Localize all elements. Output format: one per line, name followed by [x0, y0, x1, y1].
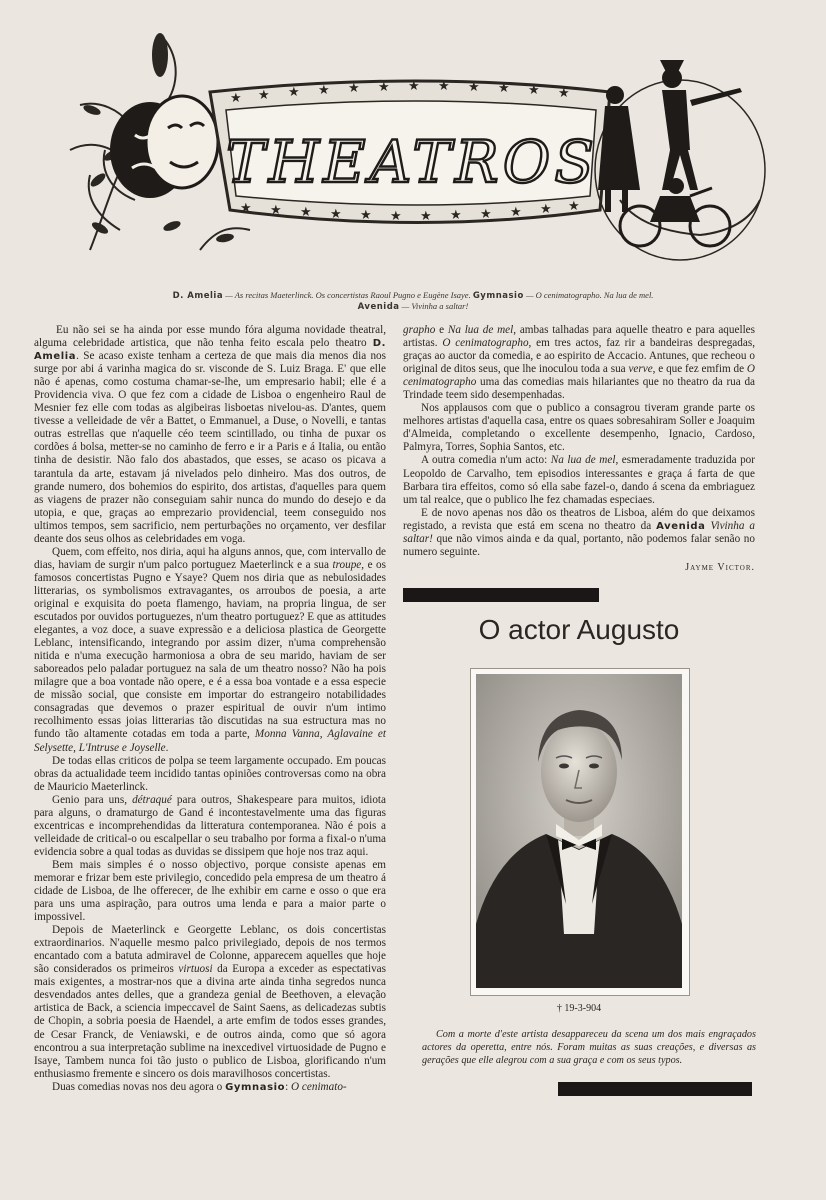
caption-text: — As recitas Maeterlinck. Os concertistas Raoul Pugno e Eugène Isaye.	[223, 290, 473, 300]
obituary-text: Com a morte d'este artista desappareceu da scena um dos mais engraçados actores da operetta, entre nós. Foram muitas as suas creações, e diversas as gerações que elle alegrou com a sua graça e com os seus typos.	[422, 1029, 756, 1066]
svg-text:★: ★	[288, 85, 300, 100]
article-paragraph: Bem mais simples é o nosso objectivo, porque consiste apenas em memorar e frizar bem este privilegio, concedido pela empresa de um theatro á cidade de Lisboa, de lhe offerecer, de lhe exhibir em carne e osso o que era para uns uma aspiração, para outros uma lenda e para a maior parte o impossivel.	[34, 858, 386, 924]
svg-text:★: ★	[318, 83, 330, 98]
section-title: O actor Augusto	[478, 614, 680, 645]
svg-text:★: ★	[498, 81, 510, 96]
svg-text:★: ★	[330, 207, 342, 222]
svg-text:★: ★	[468, 80, 480, 95]
article-paragraph: Genio para uns, détraqué para outros, Shakespeare para muitos, idiota para alguns, o dramaturgo de Gand é incontestavelmente uma das figuras excentricas e incomprehendidas da litteratura contemporanea. Não é pois a velleidade de critical-o ou escalpellar o seu trabalho por forma a fixal-o n'uma evidencia sobre a qual todas as duvidas se dissipem que hoje nos traz aqui.	[34, 793, 386, 858]
article-paragraph: Depois de Maeterlinck e Georgette Leblanc, os dois concertistas extraordinarios. N'aquelle mesmo palco privilegiado, depois de nos termos encantado com a batuta admiravel de Colonne, apparecem aquelles que hoje são considerados os primeiros virtuosi da Europa a exceder as espectativas mais exigentes, a mostrar-nos que a divina arte ainda tinha segredos nunca desvendados antes delles, que a grandeza genial de Beethoven, a elevação artistica de Back, a sciencia impeccavel de Saint Saens, as delicadezas subtis de Chopin, a sobria poesia de Haendel, a arte emfim de todos esses grandes, de Cesar Franck, de Veniawski, e de outros ainda, como que só agora encontrou a sua interpretação sublime na inexcedivel virtuosidade de Pugno e Isaye, Tambem nunca foi tão justo o publico de Lisboa, glorificando n'um enthusiasmo fremente e sincero os dois maravilhosos concertistas.	[34, 924, 386, 1080]
header-title: THEATROS	[226, 128, 598, 196]
article-paragraph: Duas comedias novas nos deu agora o Gymnasio: O cenimato-	[52, 1080, 347, 1093]
svg-text:★: ★	[408, 79, 420, 94]
svg-text:★: ★	[270, 203, 282, 218]
obituary-note	[422, 1028, 756, 1067]
theatre-masks-icon	[110, 33, 218, 198]
caption-text: — O cenimatographo. Na lua de mel.	[523, 290, 654, 300]
section-divider-bottom	[558, 1082, 752, 1096]
svg-text:★: ★	[360, 208, 372, 223]
issue-contents-caption-2	[40, 301, 786, 313]
svg-text:★: ★	[348, 81, 360, 96]
svg-text:★: ★	[438, 79, 450, 94]
svg-text:★: ★	[540, 202, 552, 217]
svg-text:★: ★	[300, 205, 312, 220]
svg-text:★: ★	[230, 91, 242, 106]
article-paragraph: De todas ellas criticos de polpa se teem largamente occupado. Em poucas obras da actualidade teem incidido tantas opiniões controversas como na obra de Mauricio Maeterlinck.	[34, 754, 386, 793]
svg-text:★: ★	[568, 199, 580, 214]
actor-portrait-image	[476, 674, 682, 988]
caption-text: — Vivinha a saltar!	[399, 301, 469, 311]
caption-theatre-gymnasio: Gymnasio	[472, 291, 524, 301]
article-paragraph: Nos applausos com que o publico a consagrou tiveram grande parte os melhores artistas d'aquella casa, entre os quaes sobresahiram Soller e Joaquim d'Almeida, completando o excellente desempenho, Ignacio, Cardoso, Palmyra, Torres, Sophia Santos, etc.	[403, 402, 755, 454]
svg-text:★: ★	[510, 205, 522, 220]
theatre-name: Gymnasio	[225, 1081, 286, 1093]
article-paragraph: E de novo apenas nos dão os theatros de Lisboa, além do que deixamos registado, a revista que está em scena no theatro da Avenida Vivinha a saltar! que não vimos ainda e da qual, portanto, não podemos falar senão no numero seguinte.	[403, 506, 755, 558]
portrait-signature: Augusto d'Almeida	[510, 956, 625, 970]
svg-text:★: ★	[258, 88, 270, 103]
svg-text:★: ★	[390, 209, 402, 224]
theatros-header-illustration	[0, 0, 826, 290]
article-paragraph: grapho e Na lua de mel, ambas talhadas para aquelle theatro e para aquelles artistas. O cenimatographo, em tres actos, faz rir a bandeiras despregadas, graças ao auctor da comedia, e ao espirito de Accacio. Antunes, que recheou o original de ditos seus, que lhe inoculou toda a sua verve, e que fez emfim de O cenimatographo uma das comedias mais hilariantes que no theatro da rua da Trindade teem sido desempenhadas.	[403, 324, 756, 402]
article-left-column	[34, 324, 386, 1094]
article-right-column	[403, 324, 755, 574]
article-paragraph: Quem, com effeito, nos diria, aqui ha alguns annos, que, com intervallo de dias, haviam de surgir n'um palco portuguez Maeterlinck e a sua troupe, e os famosos concertistas Pugno e Ysaye? Quem nos diria que as nebulosidades litterarias, os symbolismos extravagantes, os arroubos de poesia, a arte original e exquisita do poeta flamengo, haviam, na propria lingua, de ser escutados por ouvidos portuguezes, n'um theatro portuguez? E que as attitudes elegantes, a voz doce, a suave expressão e a deliciosa plastica de Georgette Leblanc, intensificando, integrando por assim dizer, n'uma comprehensão nitida e n'uma execução harmoniosa a obra de seu marido, haviam de ser saboreados pelo paladar portuguez na sala de um theatro nosso? Não ha pois milagre que a boa vontade não opere, e é a essa boa vontade e a essa especie de missão social, que consiste em importar do estrangeiro notabilidades consagradas que devemos o prazer espiritual de ouvir n'um intimo recolhimento essas joias litterarias tão discutidas na sua estructura mas no fundo tão altamente cotadas em toda a parte, Monna Vanna, Aglavaine et Selysette, L'Intruse e Joyselle.	[34, 545, 386, 754]
theatre-name: Avenida	[656, 520, 706, 532]
article-paragraph: Eu não sei se ha ainda por esse mundo fóra alguma novidade theatral, alguma celebridade artistica, que não tenha feito escala pelo theatro D. Amelia. Se acaso existe tenham a certeza de que mais dia menos dia nos surge por abi á varinha magica do sr. visconde de S. Luiz Braga. E' que elle não é apenas, como costuma chamar-se-lhe, um empresario habil; elle é a Providencia viva. O que fez com a cidade de Lisboa o engenheiro Raul de Mesnier fez elle com todas as algibeiras lisboetas nivelou-as. D'antes, quem tivesse a velleidade de vêr a Battet, o Emmanuel, a Duse, o Novelli, e tantas outras estrellas que n'aquelle céo teem scintillado, ou tinha de puxar os cordões á bolsa, metter-se no caminho de ferro e ir a Paris e á Italia, ou então tinha de desistir. Não falo dos abastados, que esses, se acaso os picava a tarantula da arte, estavam já nivelados pelo dinheiro. Mas dos outros, de grande numero, dos bohemios do espirito, dos artistas, d'aquelles para quem as viagens de prazer não conseguiam sahir nunca do mundo do desejo e da utopia, e que, graças ao emprezario providencial, teem conseguido nos ultimos tempos, sem sacrificio, nem perturbações no orçamento, ver desfilar deante dos seus olhos as celebridades em voga.	[34, 324, 386, 545]
section-divider	[403, 588, 599, 602]
svg-text:★: ★	[420, 209, 432, 224]
author-signature: Jayme Victor.	[685, 561, 755, 573]
svg-text:★: ★	[558, 86, 570, 101]
svg-text:★: ★	[240, 201, 252, 216]
svg-text:★: ★	[450, 208, 462, 223]
svg-text:★: ★	[528, 83, 540, 98]
svg-text:★: ★	[378, 80, 390, 95]
caption-theatre-avenida: Avenida	[357, 302, 400, 312]
article-paragraph: A outra comedia n'um acto: Na lua de mel, esmeradamente traduzida por Leopoldo de Carvalho, tem episodios interessantes e graça á farta de que Barbara tira effeitos, como só ella sabe fazel-o, dando á scena da embriaguez um tal realce, que o publico lhe fez chamadas especiaes.	[403, 454, 755, 506]
theatre-name: D. Amelia	[34, 338, 386, 363]
caption-theatre-d-amelia: D. Amelia	[172, 291, 224, 301]
svg-text:★: ★	[480, 207, 492, 222]
death-date: † 19-3-904	[556, 1003, 602, 1014]
